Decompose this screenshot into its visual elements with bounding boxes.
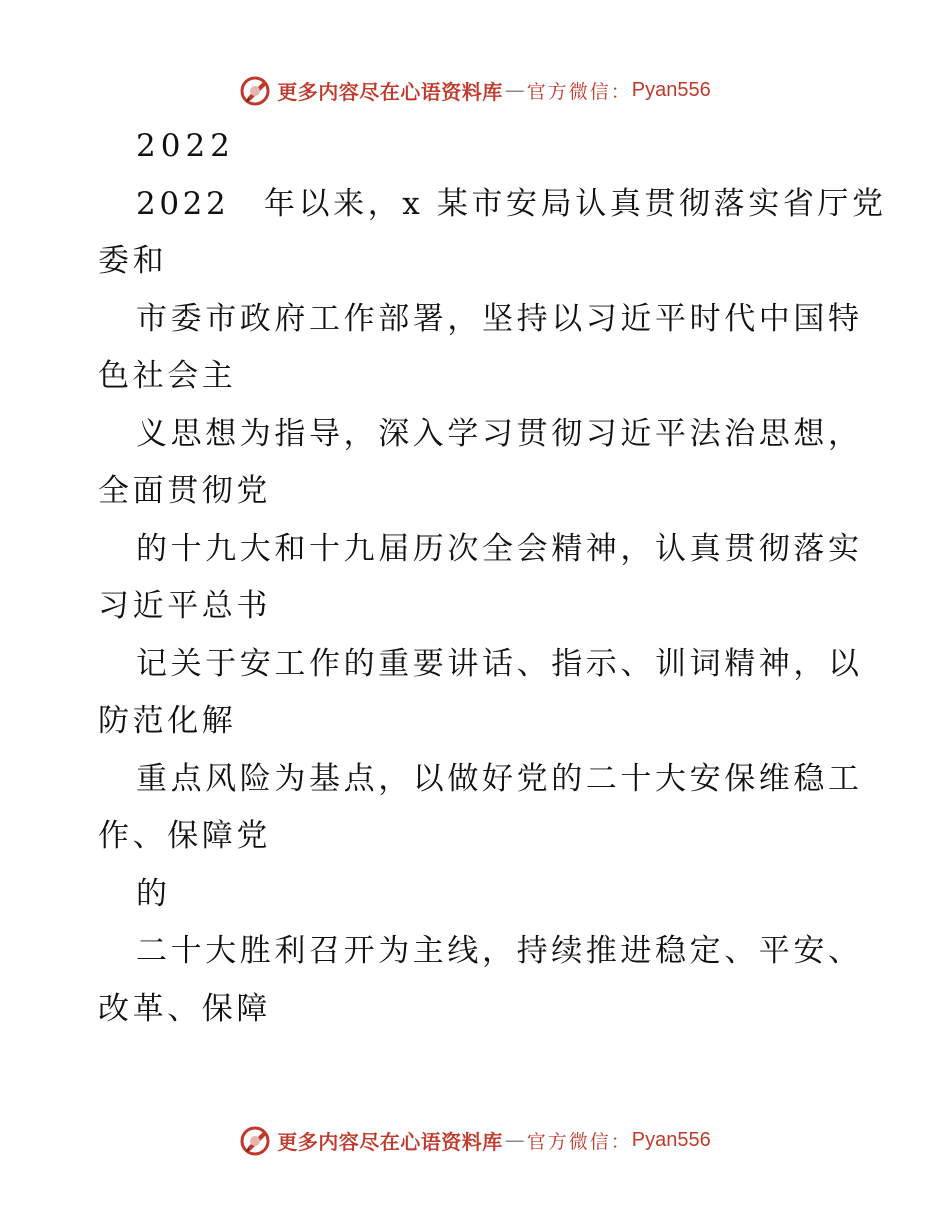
pen-logo-icon: [239, 73, 273, 107]
pen-logo-icon: [239, 1123, 273, 1157]
body-line: 委和: [98, 243, 168, 279]
body-line: 习近平总书: [98, 588, 271, 624]
banner-wechat-label: 官方微信：: [526, 1130, 632, 1153]
body-line: 色社会主: [98, 358, 237, 394]
banner-wechat-id: Pyan556: [631, 78, 711, 101]
banner-separator: —: [504, 1128, 525, 1152]
body-line: 重点风险为基点，以做好党的二十大安保维稳工: [136, 760, 863, 797]
body-line: 的十九大和十九届历次全会精神，认真贯彻落实: [136, 530, 863, 567]
body-line: 防范化解: [98, 703, 237, 739]
document-body: [98, 118, 887, 1038]
body-line: 二十大胜利召开为主线，持续推进稳定、平安、: [136, 933, 863, 969]
body-line: 记关于安工作的重要讲话、指示、训词精神，以: [136, 645, 863, 682]
footer-banner: [0, 1120, 950, 1160]
banner-wechat-id: Pyan556: [631, 1128, 711, 1151]
banner-separator: —: [504, 78, 525, 102]
body-line: 作、保障党: [98, 818, 271, 854]
body-line: 市委市政府工作部署，坚持以习近平时代中国特: [136, 300, 863, 337]
body-line: 改革、保障: [98, 990, 271, 1027]
body-line: 义思想为指导，深入学习贯彻习近平法治思想，: [136, 415, 863, 452]
body-line: 2022: [136, 128, 235, 164]
body-line: 的: [136, 875, 171, 912]
body-line: 全面贯彻党: [98, 473, 271, 509]
header-banner: [0, 70, 950, 110]
banner-wechat-label: 官方微信：: [526, 80, 632, 103]
banner-main-text: 更多内容尽在心语资料库: [277, 1129, 503, 1154]
body-line: 2022 年以来，x 某市安局认真贯彻落实省厅党: [136, 185, 887, 222]
banner-main-text: 更多内容尽在心语资料库: [277, 79, 503, 104]
